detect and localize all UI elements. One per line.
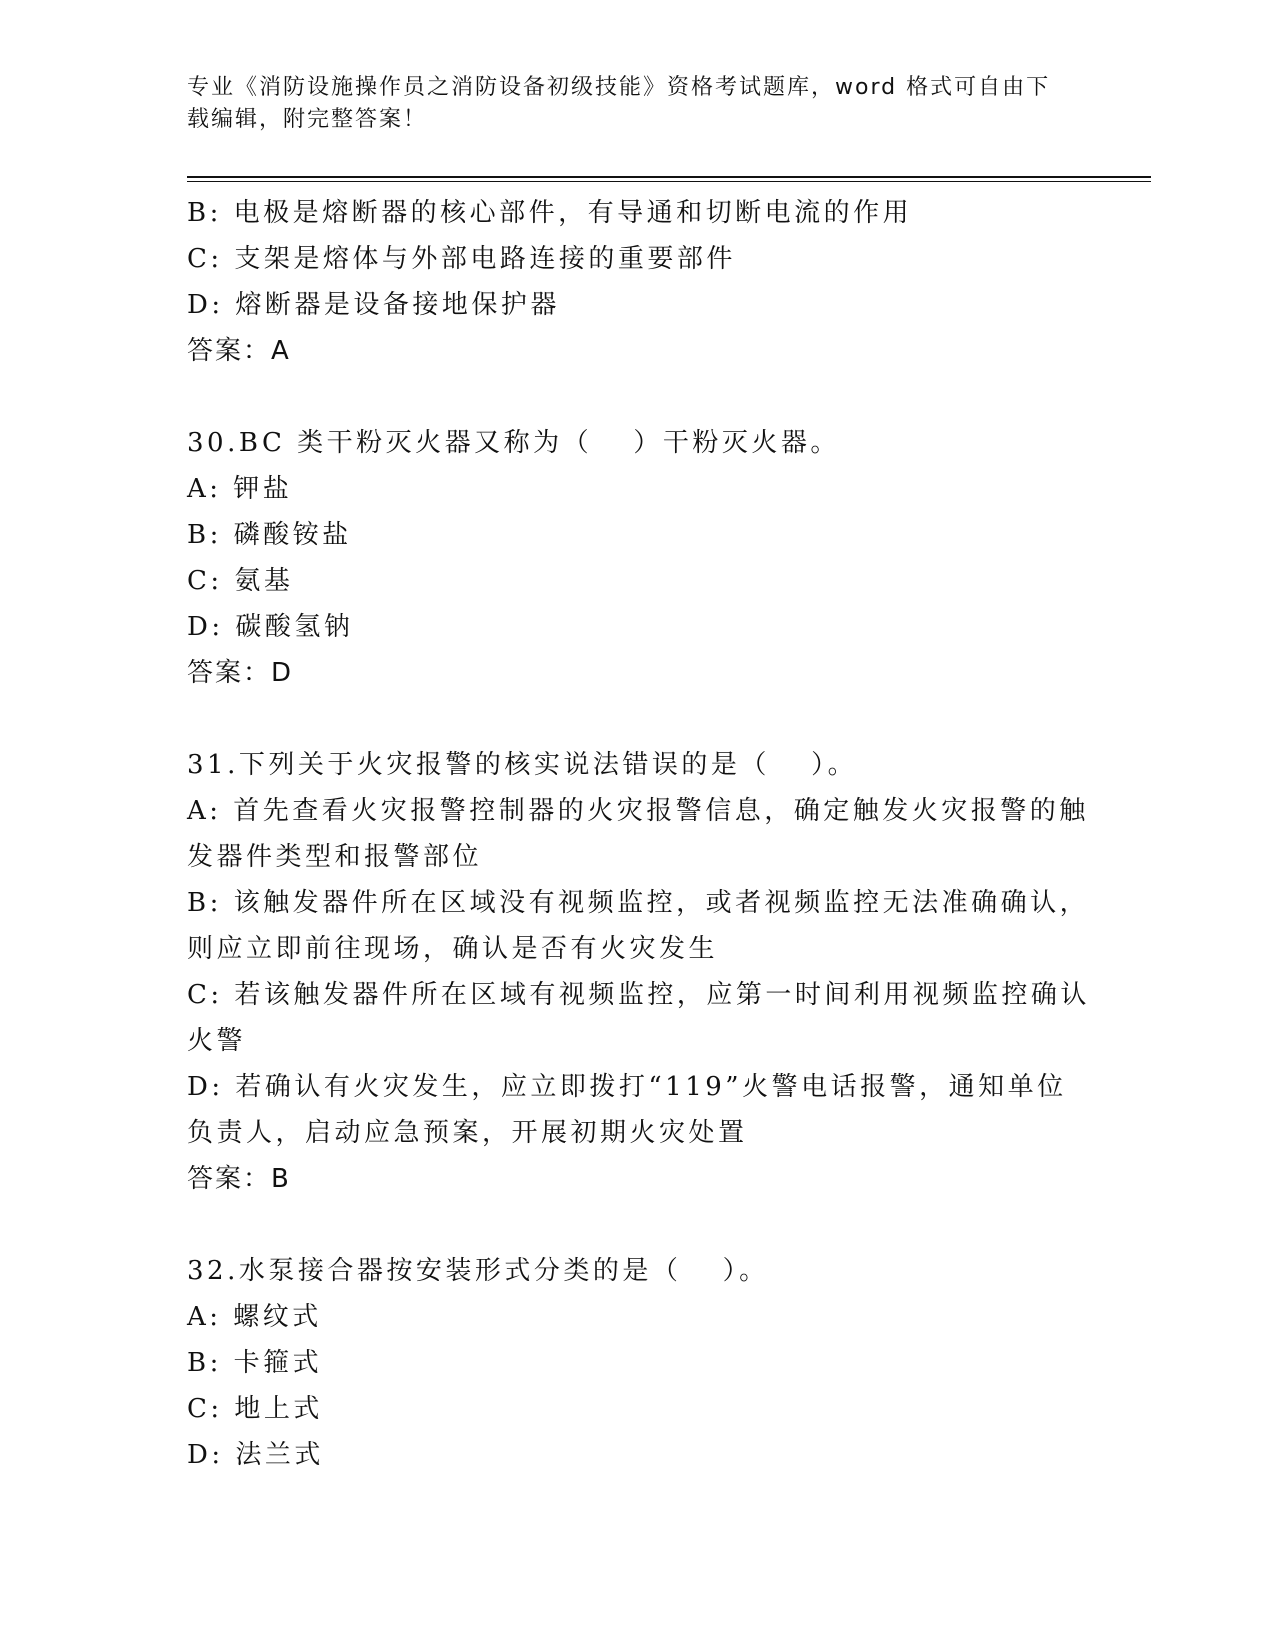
option-b: B: 卡箍式 bbox=[187, 1348, 323, 1378]
question-title: 32.水泵接合器按安装形式分类的是（ ）。 bbox=[187, 1256, 769, 1286]
option-a-line-1: A: 首先查看火灾报警控制器的火灾报警信息，确定触发火灾报警的触 bbox=[187, 796, 1089, 826]
answer-label: 答案：B bbox=[187, 1164, 291, 1194]
header-line-2: 载编辑，附完整答案！ bbox=[187, 107, 428, 132]
question-block-32 bbox=[187, 1248, 1087, 1478]
option-a: A: 钾盐 bbox=[187, 474, 293, 504]
option-b: B: 电极是熔断器的核心部件，有导通和切断电流的作用 bbox=[187, 198, 913, 228]
page-header bbox=[187, 72, 1067, 136]
option-d-line-1: D: 若确认有火灾发生，应立即拨打“119”火警电话报警，通知单位 bbox=[187, 1072, 1067, 1102]
option-b-line-1: B: 该触发器件所在区域没有视频监控，或者视频监控无法准确确认， bbox=[187, 888, 1090, 918]
header-rule-thin bbox=[187, 181, 1151, 182]
question-block-30 bbox=[187, 420, 1087, 696]
option-d: D: 法兰式 bbox=[187, 1440, 324, 1470]
option-c: C: 地上式 bbox=[187, 1394, 323, 1424]
answer-label: 答案：D bbox=[187, 658, 294, 688]
question-title: 30.BC 类干粉灭火器又称为（ ）干粉灭火器。 bbox=[187, 428, 840, 458]
option-b-line-2: 则应立即前往现场，确认是否有火灾发生 bbox=[187, 934, 719, 964]
option-a-line-2: 发器件类型和报警部位 bbox=[187, 842, 483, 872]
answer-label: 答案：A bbox=[187, 336, 291, 366]
option-d-line-2: 负责人，启动应急预案，开展初期火灾处置 bbox=[187, 1118, 748, 1148]
option-c-line-2: 火警 bbox=[187, 1026, 247, 1056]
spacer bbox=[187, 374, 1087, 420]
option-d: D: 碳酸氢钠 bbox=[187, 612, 354, 642]
option-a: A: 螺纹式 bbox=[187, 1302, 322, 1332]
option-c-line-1: C: 若该触发器件所在区域有视频监控，应第一时间利用视频监控确认 bbox=[187, 980, 1090, 1010]
question-list bbox=[187, 190, 1090, 1478]
question-title: 31.下列关于火灾报警的核实说法错误的是（ ）。 bbox=[187, 750, 858, 780]
question-block-continued bbox=[187, 190, 1087, 374]
option-b: B: 磷酸铵盐 bbox=[187, 520, 352, 550]
header-line-1: 专业《消防设施操作员之消防设备初级技能》资格考试题库，word 格式可自由下 bbox=[187, 75, 1051, 100]
spacer bbox=[187, 1202, 1087, 1248]
option-c: C: 氨基 bbox=[187, 566, 294, 596]
question-block-31 bbox=[187, 742, 1090, 1202]
spacer bbox=[187, 696, 1087, 742]
option-c: C: 支架是熔体与外部电路连接的重要部件 bbox=[187, 244, 736, 274]
header-rule-thick bbox=[187, 176, 1151, 178]
option-d: D: 熔断器是设备接地保护器 bbox=[187, 290, 560, 320]
